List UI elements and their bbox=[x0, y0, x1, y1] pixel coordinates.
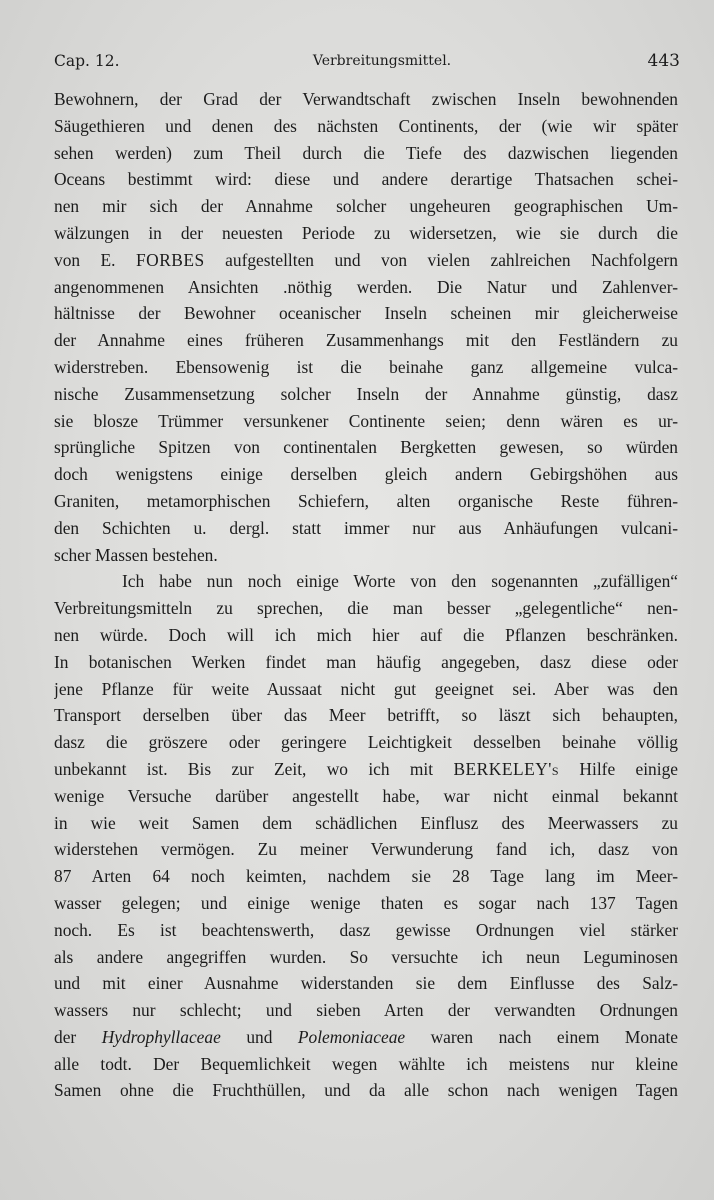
text-line: den Schichten u. dergl. statt immer nur aus Anhäufungen vulcani- bbox=[54, 517, 678, 538]
author-name-forbes: FORBES bbox=[135, 249, 205, 270]
taxon-hydrophyllaceae: Hydrophyllaceae bbox=[101, 1026, 221, 1047]
text-line: Bewohnern, der Grad der Verwandtschaft zwischen Inseln bewohnenden bbox=[54, 89, 678, 109]
text-line: nen mir sich der Annahme solcher ungeheuren geographischen Um- bbox=[54, 196, 678, 217]
text-line: doch wenigstens einige derselben gleich andern Gebirgshöhen aus bbox=[54, 464, 678, 485]
taxon-polemoniaceae: Polemoniaceae bbox=[297, 1026, 406, 1047]
text-line: wassers nur schlecht; und sieben Arten der verwandten Ordnungen bbox=[54, 1000, 678, 1021]
text-line: sehen werden) zum Theil durch die Tiefe des dazwischen liegenden bbox=[54, 142, 678, 163]
text-line: 87 Arten 64 noch keimten, nachdem sie 28 Tage lang im Meer- bbox=[54, 866, 678, 887]
text-line: wälzungen in der neuesten Periode zu widersetzen, wie sie durch die bbox=[54, 222, 678, 243]
text-line: wasser gelegen; und einige wenige thaten es sogar nach 137 Tagen bbox=[54, 892, 678, 913]
text-line: alle todt. Der Bequemlichkeit wegen wählte ich meistens nur kleine bbox=[54, 1053, 678, 1074]
text-line: sprüngliche Spitzen von continentalen Bergketten gewesen, so würden bbox=[54, 437, 678, 458]
text-line: Transport derselben über das Meer betrifft, so läszt sich behaupten, bbox=[54, 705, 678, 726]
text-line: als andere angegriffen wurden. So versuchte ich neun Leguminosen bbox=[54, 946, 678, 967]
running-header bbox=[54, 50, 680, 76]
text-line: sie blosze Trümmer versunkener Continente seien; denn wären es ur- bbox=[54, 410, 678, 431]
text-line: Oceans bestimmt wird: diese und andere derartige Thatsachen schei- bbox=[54, 169, 678, 190]
text-line: nen würde. Doch will ich mich hier auf die Pflanzen beschränken. bbox=[54, 624, 678, 645]
text-line: Graniten, metamorphischen Schiefern, alten organische Reste führen- bbox=[54, 490, 678, 511]
text-line: angenommenen Ansichten .nöthig werden. Die Natur und Zahlenver- bbox=[54, 276, 678, 297]
text-line: der Annahme eines früheren Zusammenhangs mit den Festländern zu bbox=[54, 330, 678, 351]
text-line: jene Pflanze für weite Aussaat nicht gut geeignet sei. Aber was den bbox=[54, 678, 678, 699]
text-line: hältnisse der Bewohner oceanischer Inseln scheinen mir gleicherweise bbox=[54, 303, 678, 324]
text-line: In botanischen Werken findet man häufig angegeben, dasz diese oder bbox=[54, 651, 678, 672]
running-title: Verbreitungsmittel. bbox=[312, 53, 452, 69]
text-line: in wie weit Samen dem schädlichen Einflusz des Meerwassers zu bbox=[54, 812, 678, 833]
text-line: nische Zusammensetzung solcher Inseln der Annahme günstig, dasz bbox=[54, 383, 678, 404]
text-line: noch. Es ist beachtenswerth, dasz gewisse Ordnungen viel stärker bbox=[54, 919, 678, 940]
text-line: der Hydrophyllaceae und Polemoniaceae waren nach einem Monate bbox=[54, 1026, 678, 1047]
body-text bbox=[54, 86, 678, 1104]
author-name-berkeley: BERKELEY's bbox=[453, 758, 560, 779]
text-line: dasz die gröszere oder geringere Leichtigkeit desselben beinahe völlig bbox=[54, 732, 678, 753]
text-line: unbekannt ist. Bis zur Zeit, wo ich mit BERKELEY's Hilfe einige bbox=[54, 758, 678, 779]
text-line: Säugethieren und denen des nächsten Continents, der (wie wir später bbox=[54, 115, 678, 136]
chapter-label: Cap. 12. bbox=[54, 52, 120, 70]
text-line: von E. FORBES aufgestellten und von vielen zahlreichen Nachfolgern bbox=[54, 249, 678, 270]
text-line: Verbreitungsmitteln zu sprechen, die man besser „gelegentliche“ nen- bbox=[54, 598, 678, 619]
page-number: 443 bbox=[647, 51, 680, 71]
text-line: Samen ohne die Fruchthüllen, und da alle schon nach wenigen Tagen bbox=[54, 1080, 678, 1101]
text-line: widerstehen vermögen. Zu meiner Verwunderung fand ich, dasz von bbox=[54, 839, 678, 860]
text-line: wenige Versuche darüber angestellt habe, war nicht einmal bekannt bbox=[54, 785, 678, 806]
text-line-paragraph-start: Ich habe nun noch einige Worte von den sogenannten „zufälligen“ bbox=[122, 571, 678, 592]
text-line: widerstreben. Ebensowenig ist die beinahe ganz allgemeine vulca- bbox=[54, 356, 678, 377]
text-line-paragraph-end: scher Massen bestehen. bbox=[54, 544, 218, 565]
text-line: und mit einer Ausnahme widerstanden sie dem Einflusse des Salz- bbox=[54, 973, 678, 994]
